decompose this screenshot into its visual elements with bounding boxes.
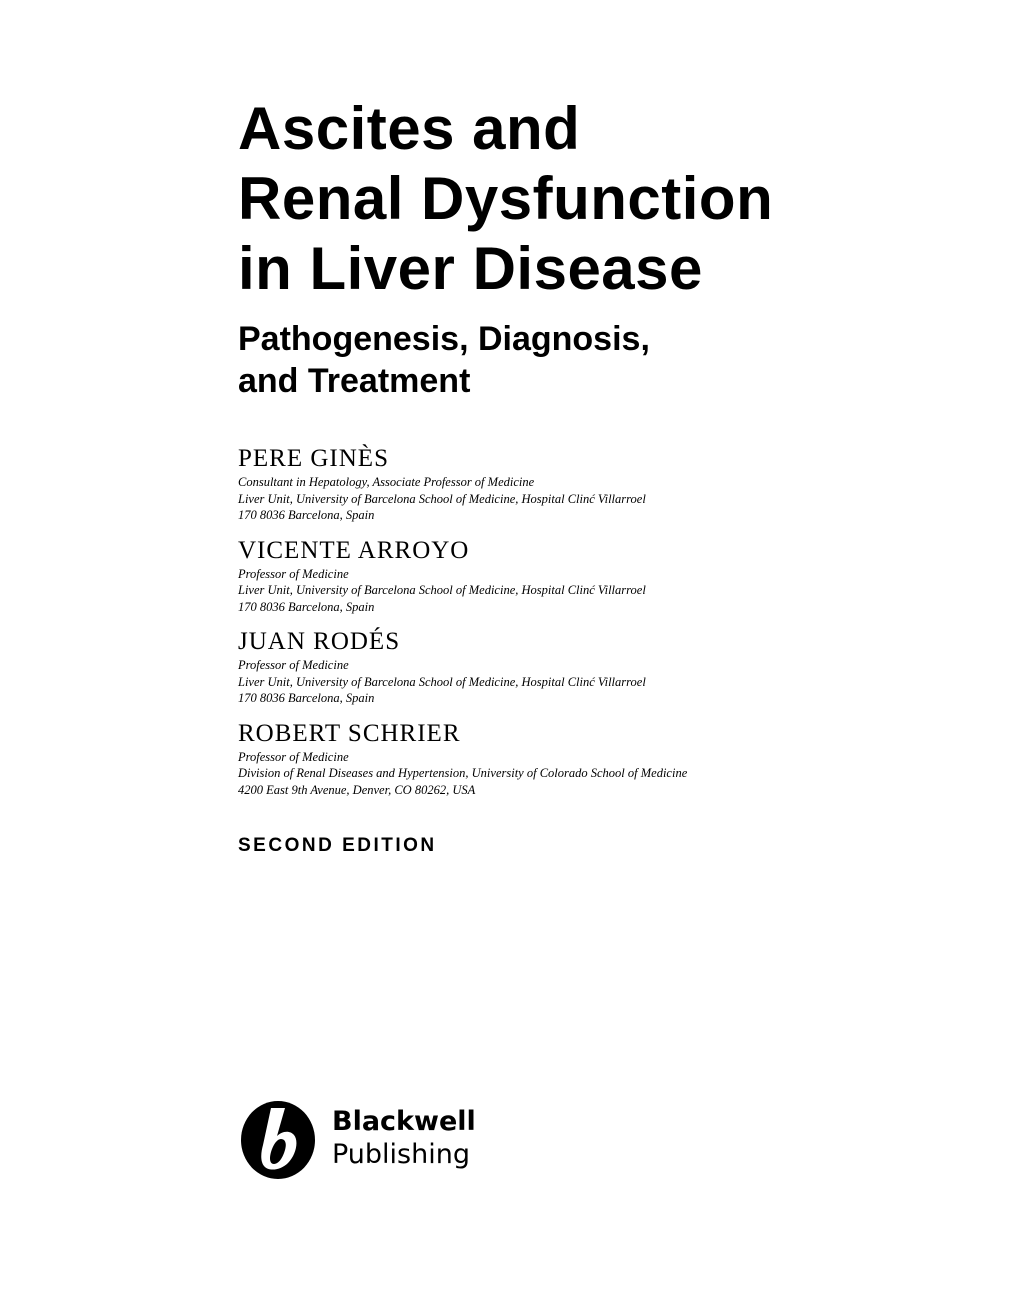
author-affiliation: Professor of Medicine: [238, 566, 349, 581]
author-list: [238, 444, 978, 810]
publisher-logo: [238, 1100, 478, 1180]
author-name: VICENTE ARROYO: [238, 536, 470, 564]
author-affiliation: Division of Renal Diseases and Hypertension, University of Colorado School of Medicine: [238, 766, 688, 780]
author-name: JUAN RODÉS: [238, 628, 401, 655]
edition-label: SECOND EDITION: [238, 835, 437, 856]
author-address: 170 8036 Barcelona, Spain: [238, 691, 375, 705]
author-affiliation: Liver Unit, University of Barcelona School of Medicine, Hospital Clinć Villarroel: [238, 583, 646, 597]
author-affiliation: Consultant in Hepatology, Associate Professor of Medicine: [238, 475, 535, 489]
publisher-wordmark: [332, 1106, 476, 1172]
author-affiliation: Professor of Medicine: [238, 658, 349, 672]
author-affiliation: Liver Unit, University of Barcelona School of Medicine, Hospital Clinć Villarroel: [238, 491, 646, 506]
author-address: 4200 East 9th Avenue, Denver, CO 80262, USA: [238, 782, 476, 797]
title-line-3: in Liver Disease: [238, 235, 703, 302]
publisher-name-line-2: Publishing: [332, 1139, 470, 1170]
subtitle-line-1: Pathogenesis, Diagnosis,: [238, 320, 650, 358]
author-address: 170 8036 Barcelona, Spain: [238, 508, 375, 522]
author-entry: [238, 444, 978, 524]
author-name: PERE GINÈS: [238, 445, 389, 472]
author-affiliation: Professor of Medicine: [238, 749, 349, 764]
title-line-2: Renal Dysfunction: [238, 165, 774, 232]
author-name: ROBERT SCHRIER: [238, 719, 461, 747]
author-entry: [238, 627, 978, 707]
author-affiliation: Liver Unit, University of Barcelona School of Medicine, Hospital Clinć Villarroel: [238, 674, 646, 689]
author-address: 170 8036 Barcelona, Spain: [238, 599, 375, 614]
author-entry: [238, 536, 978, 616]
author-entry: [238, 719, 978, 799]
book-title: [238, 94, 978, 304]
blackwell-b-logo-icon: [238, 1100, 318, 1180]
book-subtitle: [238, 318, 938, 402]
title-line-1: Ascites and: [238, 95, 581, 162]
subtitle-line-2: and Treatment: [238, 362, 471, 400]
publisher-name-line-1: Blackwell: [332, 1106, 476, 1137]
